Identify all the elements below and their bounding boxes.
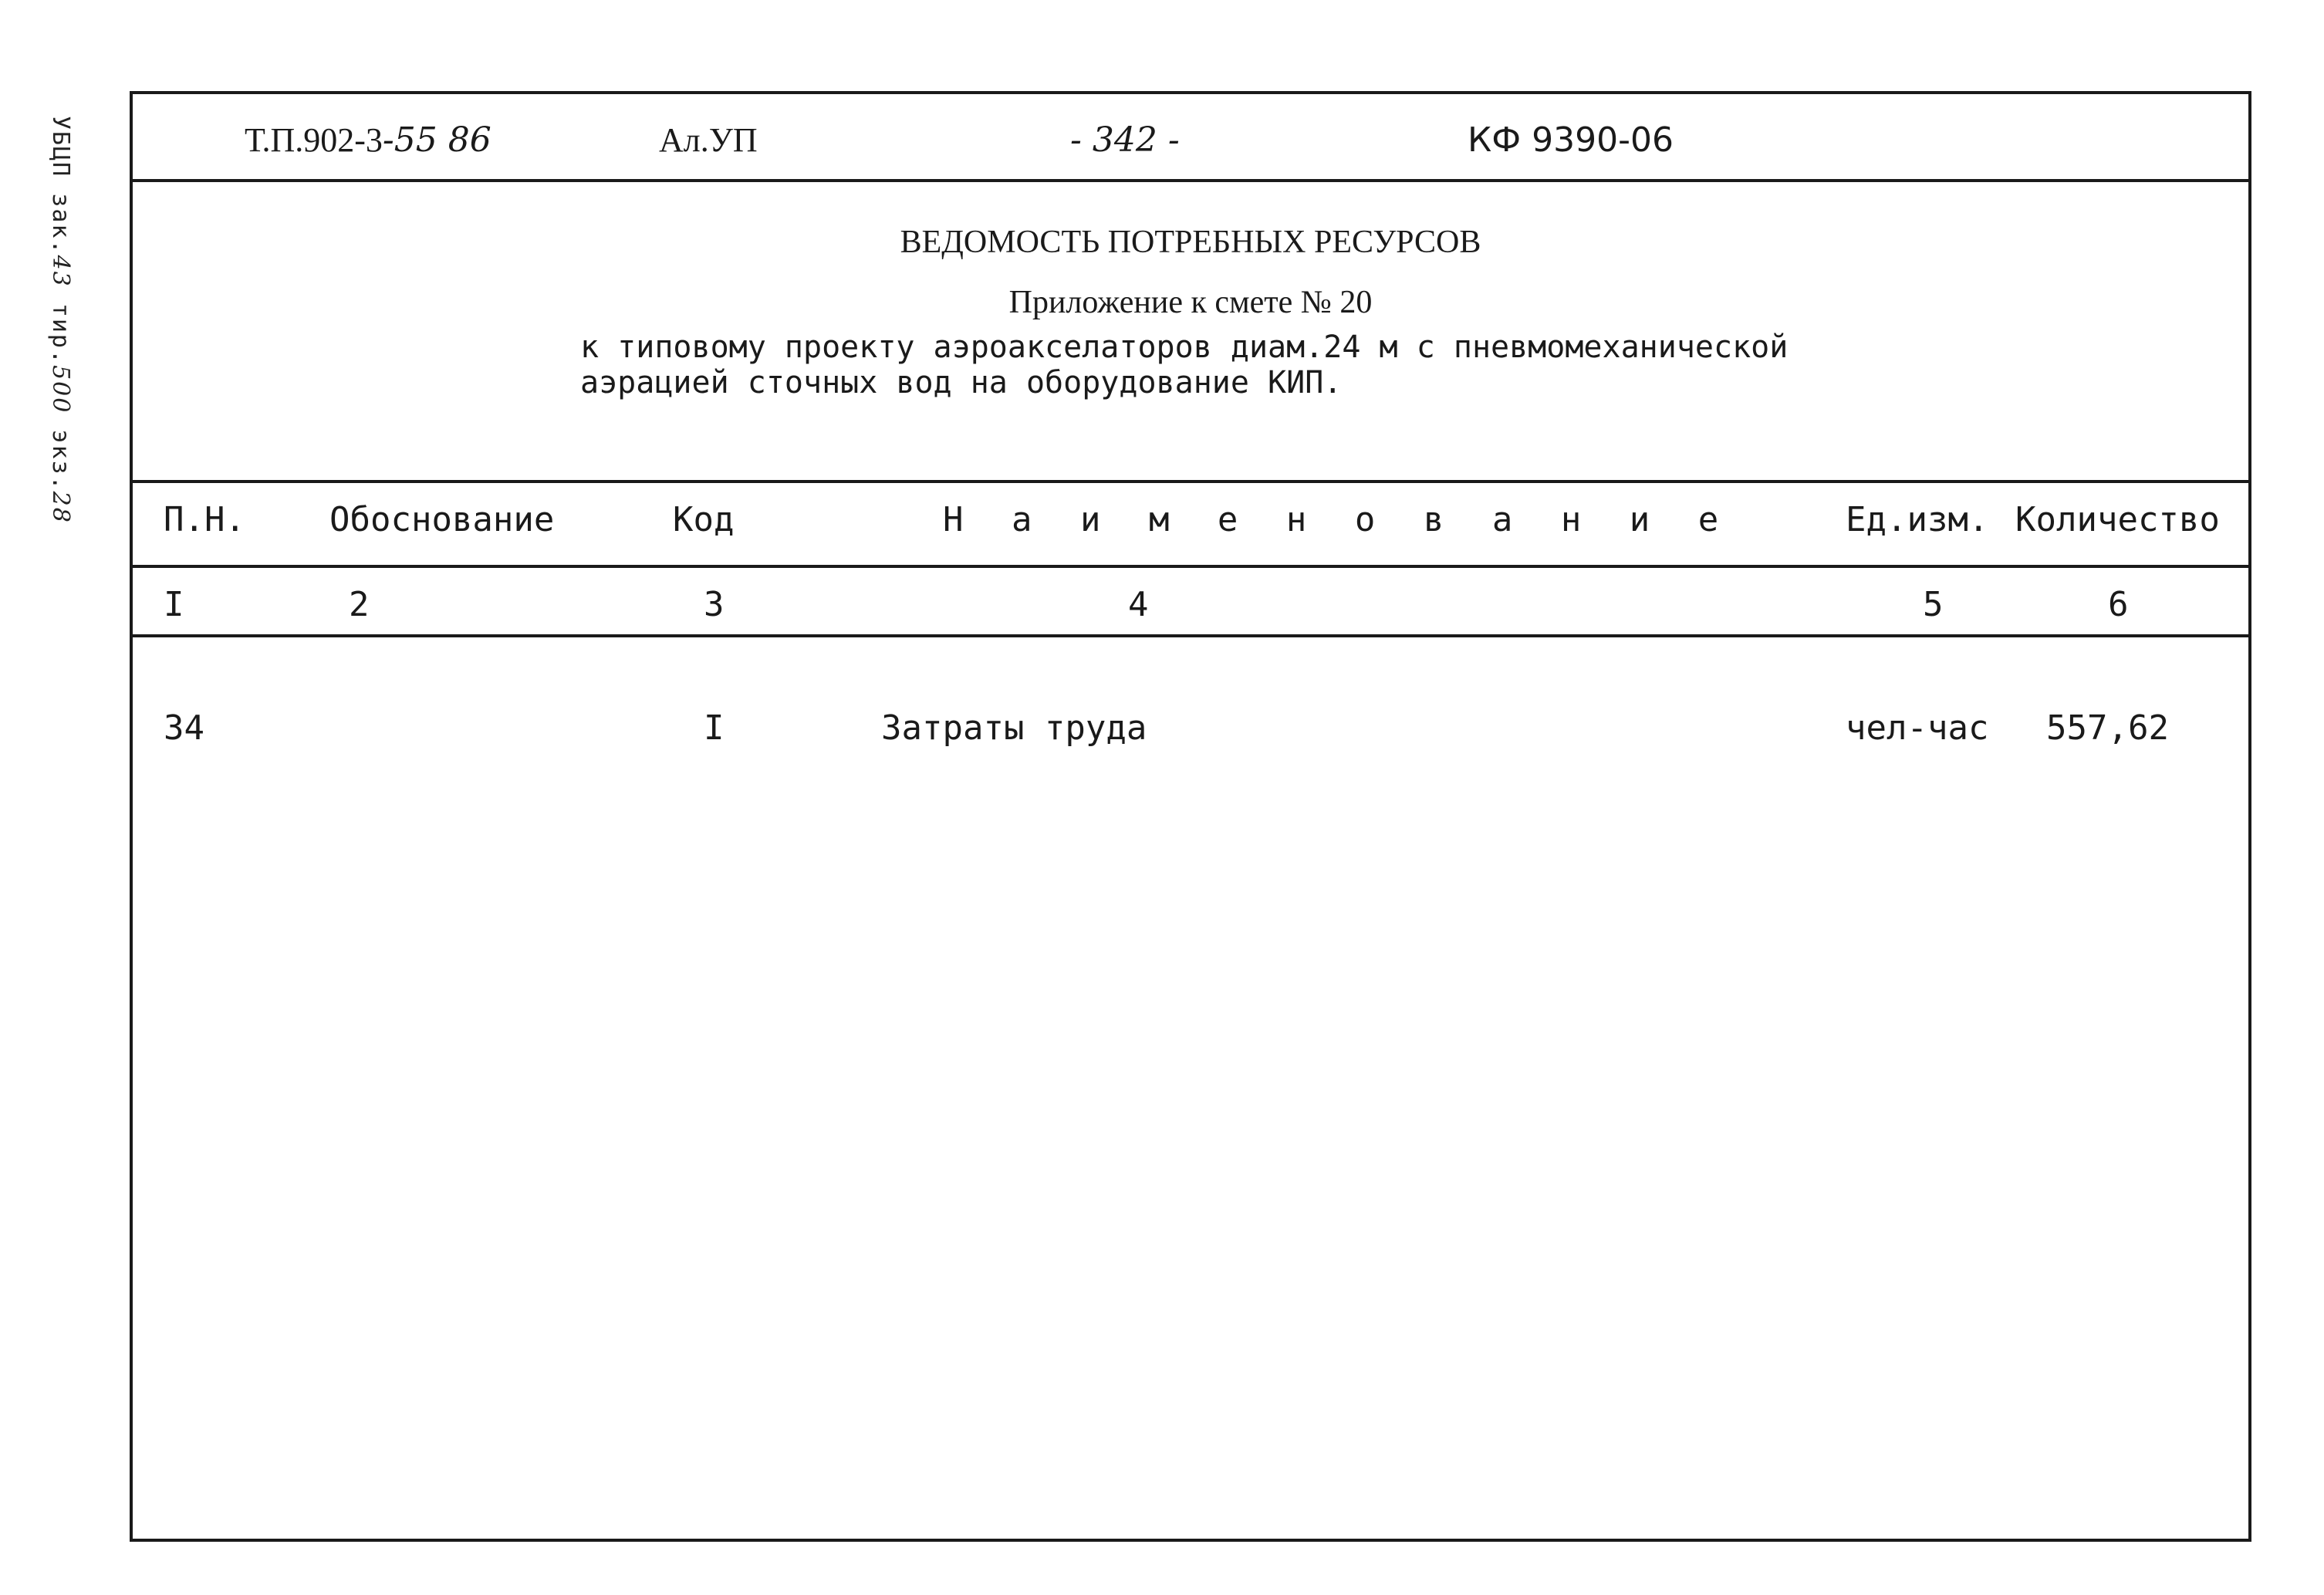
col-number-1: I (164, 585, 184, 624)
numbers-bottom-border (133, 634, 2248, 637)
header-divider (133, 179, 2248, 182)
album-code: Ал.УП (659, 121, 758, 159)
title-block (133, 224, 2248, 344)
document-subtitle: Приложение к смете № 20 (1008, 285, 1373, 320)
page-number: - 342 - (1070, 120, 1180, 160)
col-header-basis: Обоснование (329, 500, 555, 539)
project-code-handwritten: -55 86 (382, 120, 491, 160)
col-number-4: 4 (1128, 585, 1149, 624)
col-number-5: 5 (1923, 585, 1944, 624)
col-header-unit: Ед.изм. (1846, 500, 1989, 539)
row-unit: чел-час (1846, 708, 1989, 748)
side-stamp-date-value: 28 (47, 491, 74, 524)
side-stamp-tir: тир. (47, 302, 74, 366)
description-line-1: к типовому проекту аэроакселаторов диам.24 м с пневмомеханической (580, 329, 1789, 365)
project-code: Т.П.902-3-55 86 (245, 120, 491, 160)
col-header-name: Н а и м е н о в а н и е (943, 500, 1733, 539)
side-stamp-order: 43 (47, 255, 74, 288)
document-title: ВЕДОМОСТЬ ПОТРЕБНЫХ РЕСУРСОВ (900, 225, 1481, 260)
document-code: КФ 9390-06 (1468, 120, 1674, 160)
col-number-2: 2 (349, 585, 370, 624)
col-number-6: 6 (2108, 585, 2129, 624)
description-line-2: аэрацией сточных вод на оборудование КИП. (580, 365, 1343, 400)
col-number-3: 3 (704, 585, 725, 624)
col-header-pn: П.Н. (164, 500, 245, 539)
table-top-border (133, 480, 2248, 483)
col-header-quantity: Количество (2015, 500, 2220, 539)
document-description (580, 329, 1788, 400)
row-pn: 34 (164, 708, 204, 748)
row-quantity: 557,62 (2046, 708, 2169, 748)
row-code: I (704, 708, 725, 748)
row-name: Затраты труда (881, 708, 1147, 748)
side-stamp (47, 116, 74, 524)
col-header-code: Код (673, 500, 735, 539)
document-frame (130, 91, 2251, 1542)
side-stamp-tir-value: 500 (47, 365, 74, 414)
side-stamp-date: экз. (47, 429, 74, 492)
header-bottom-border (133, 565, 2248, 568)
side-stamp-printed: УБЦП зак. (47, 116, 74, 255)
